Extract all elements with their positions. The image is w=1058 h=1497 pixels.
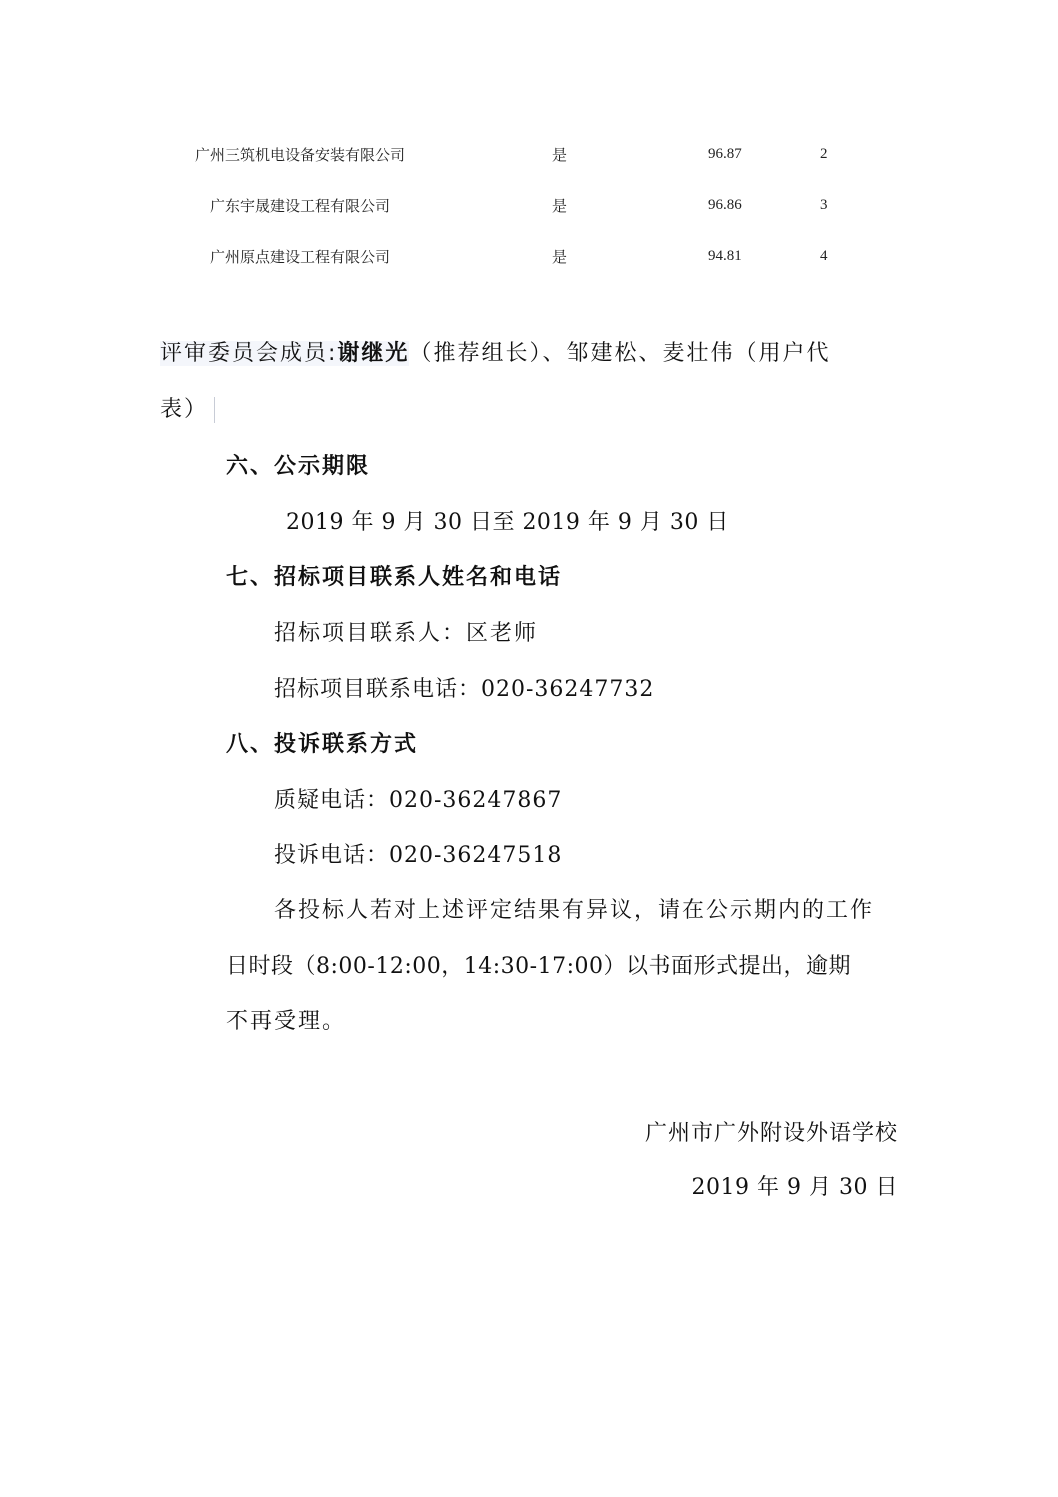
notice-line-2: 日时段（8:00-12:00，14:30-17:00）以书面形式提出，逾期: [226, 954, 851, 979]
query-phone: 质疑电话：020-36247867: [274, 788, 563, 813]
section7-heading: 七、招标项目联系人姓名和电话: [226, 565, 563, 590]
committee-line-1: [160, 336, 830, 367]
complaint-phone: 投诉电话：020-36247518: [274, 843, 563, 868]
section8-heading: 八、投诉联系方式: [226, 732, 419, 757]
committee-line-2: [160, 392, 215, 423]
text-cursor: [214, 397, 215, 423]
notice-line-1: 各投标人若对上述评定结果有异议，请在公示期内的工作: [274, 898, 875, 923]
committee-label: 评审委员会成员:: [160, 341, 338, 366]
signature-date: 2019 年 9 月 30 日: [691, 1175, 898, 1200]
score: 96.87: [708, 146, 742, 162]
rank: 3: [820, 197, 828, 213]
publicity-period: 2019 年 9 月 30 日至 2019 年 9 月 30 日: [286, 510, 729, 535]
qualified-flag: 是: [552, 146, 568, 164]
committee-leader: 谢继光: [337, 341, 410, 366]
contact-person: 招标项目联系人：区老师: [274, 621, 539, 646]
company-name: 广州原点建设工程有限公司: [209, 248, 390, 266]
company-name: 广州三筑机电设备安装有限公司: [194, 146, 405, 164]
rank: 2: [820, 146, 828, 162]
qualified-flag: 是: [552, 248, 568, 266]
company-name: 广东宇晟建设工程有限公司: [209, 197, 390, 215]
committee-members: （推荐组长）、邹建松、麦壮伟（用户代: [409, 341, 831, 366]
rank: 4: [820, 248, 828, 264]
qualified-flag: 是: [552, 197, 568, 215]
signature-org: 广州市广外附设外语学校: [644, 1121, 898, 1146]
notice-line-3: 不再受理。: [226, 1009, 347, 1034]
score: 94.81: [708, 248, 742, 264]
contact-phone: 招标项目联系电话：020-36247732: [274, 677, 655, 702]
section6-heading: 六、公示期限: [226, 454, 371, 479]
committee-members-cont: 表）: [160, 397, 209, 422]
score: 96.86: [708, 197, 742, 213]
